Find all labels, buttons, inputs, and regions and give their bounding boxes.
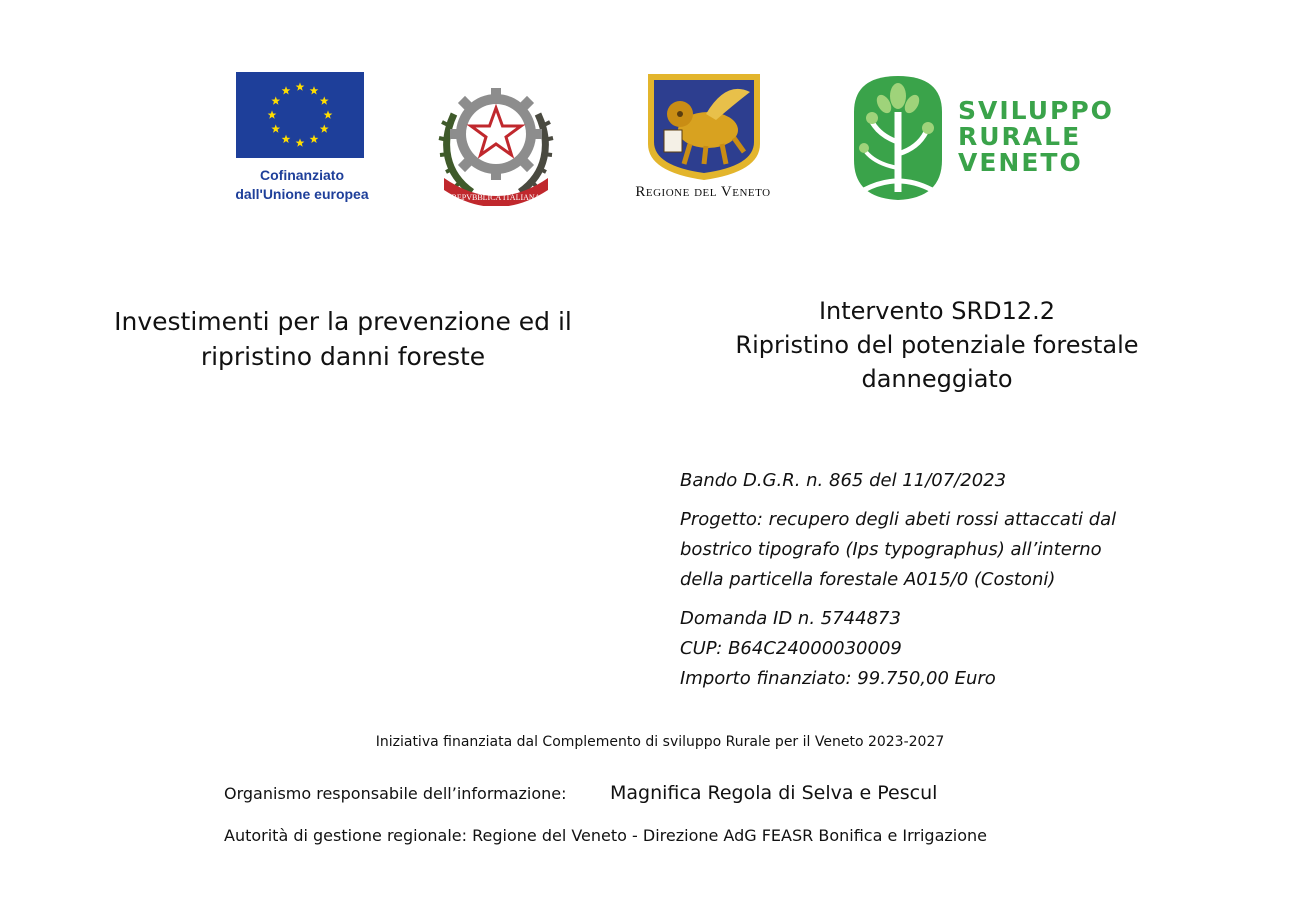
eu-caption-line1: Cofinanziato xyxy=(260,167,344,183)
investment-title-line1: Investimenti per la prevenzione ed il xyxy=(114,307,572,336)
sviluppo-rurale-wordmark xyxy=(958,98,1118,176)
investment-title-line2: ripristino danni foreste xyxy=(200,342,486,371)
intervention-title-line1: Intervento SRD12.2 xyxy=(818,297,1056,325)
eu-star-icon xyxy=(296,82,305,90)
progetto-line3: della particella forestale A015/0 (Costoni) xyxy=(680,569,1056,590)
eu-star-icon xyxy=(320,96,329,104)
cup-code: CUP: B64C24000030009 xyxy=(680,638,902,659)
svr-line2: RURALE xyxy=(958,122,1082,151)
eu-star-icon xyxy=(320,124,329,132)
intervention-title-line2: Ripristino del potenziale forestale xyxy=(735,331,1139,359)
eu-star-icon xyxy=(282,135,291,143)
sviluppo-rurale-tree-logo xyxy=(850,72,946,202)
eu-caption xyxy=(222,166,382,204)
domanda-id: Domanda ID n. 5744873 xyxy=(680,608,901,629)
progetto-block xyxy=(680,505,1240,595)
funding-block xyxy=(680,604,1240,694)
bando-text: Bando D.G.R. n. 865 del 11/07/2023 xyxy=(680,470,1007,491)
eu-star-icon xyxy=(310,135,319,143)
eu-flag-logo xyxy=(236,72,364,158)
eu-caption-line2: dall'Unione europea xyxy=(235,186,369,202)
svr-line1: SVILUPPO xyxy=(958,96,1114,125)
eu-stars-icon xyxy=(236,72,364,158)
regione-veneto-caption: Regione del Veneto xyxy=(635,184,771,200)
organization-row xyxy=(224,780,1124,807)
organization-label: Organismo responsabile dell’informazione: xyxy=(224,784,567,803)
eu-star-icon xyxy=(310,86,319,94)
organization-value: Magnifica Regola di Selva e Pescul xyxy=(610,782,938,804)
investment-title xyxy=(60,304,626,374)
eu-star-icon xyxy=(271,96,280,104)
emblem-ribbon-text: REPVBBLICA ITALIANA xyxy=(451,193,541,202)
regione-veneto-lion-logo xyxy=(646,72,762,182)
progetto-line1: Progetto: recupero degli abeti rossi attaccati dal xyxy=(680,509,1117,530)
progetto-line2: bostrico tipografo (Ips typographus) all’interno xyxy=(680,539,1102,560)
project-details xyxy=(680,466,1240,694)
importo-finanziato: Importo finanziato: 99.750,00 Euro xyxy=(680,668,996,689)
eu-star-icon xyxy=(296,138,305,146)
eu-star-icon xyxy=(268,110,277,118)
managing-authority: Autorità di gestione regionale: Regione del Veneto - Direzione AdG FEASR Bonifica e Irrigazione xyxy=(224,826,988,845)
eu-star-icon xyxy=(271,124,280,132)
intervention-title-line3: danneggiato xyxy=(861,365,1013,393)
italian-republic-emblem-logo xyxy=(436,74,556,206)
eu-star-icon xyxy=(324,110,333,118)
svr-line3: VENETO xyxy=(958,148,1083,177)
initiative-note: Iniziativa finanziata dal Complemento di sviluppo Rurale per il Veneto 2023-2027 xyxy=(375,734,945,750)
eu-star-icon xyxy=(282,86,291,94)
intervention-title xyxy=(690,294,1184,396)
